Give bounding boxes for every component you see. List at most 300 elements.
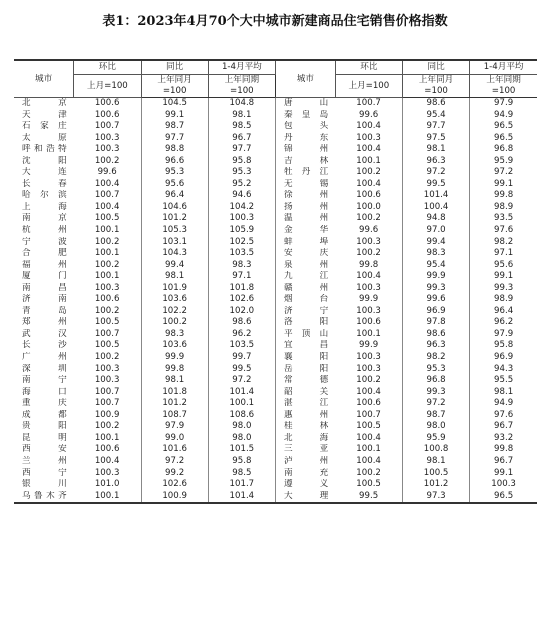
mom-value-right: 100.2 (335, 248, 402, 260)
avg-value-right: 96.9 (494, 352, 514, 363)
city-name-left: 贵阳 (22, 421, 68, 432)
avg-value-left: 95.8 (208, 456, 275, 468)
yoy-value-left: 98.3 (141, 329, 208, 341)
table-row (14, 213, 537, 225)
mom-value-right: 100.3 (335, 237, 402, 249)
city-name-left: 南昌 (22, 282, 68, 293)
mom-value-right: 99.5 (335, 491, 402, 504)
city-name-right: 湛江 (275, 398, 335, 410)
avg-value-right: 96.7 (494, 455, 514, 466)
avg-value-left: 99.7 (208, 352, 275, 364)
table-row (14, 306, 537, 318)
yoy-value-right: 95.4 (402, 110, 469, 122)
mom-value-right: 100.0 (335, 202, 402, 214)
yoy-value-left: 101.2 (141, 213, 208, 225)
city-name-right: 金华 (275, 225, 335, 237)
city-name-right: 唐山 (275, 98, 335, 110)
table-row (14, 387, 537, 399)
city-name-right: 蚌埠 (275, 237, 335, 249)
mom-value-left: 100.4 (74, 202, 141, 214)
avg-value-left: 102.5 (208, 237, 275, 249)
avg-value-right: 96.8 (494, 144, 514, 155)
avg-value-left: 98.5 (208, 121, 275, 133)
avg-value-left: 100.1 (208, 398, 275, 410)
city-name-right: 赣州 (275, 283, 335, 295)
table-row (14, 237, 537, 249)
yoy-value-right: 96.3 (402, 156, 469, 168)
mom-value-left: 100.3 (74, 375, 141, 387)
avg-value-right: 96.5 (494, 132, 514, 143)
table-row (14, 294, 537, 306)
avg-value-left: 94.6 (208, 190, 275, 202)
mom-value-left: 100.7 (74, 329, 141, 341)
city-name-left: 天津 (22, 109, 68, 120)
mom-value-left: 100.2 (74, 306, 141, 318)
mom-value-left: 100.4 (74, 456, 141, 468)
city-name-right: 丹东 (275, 133, 335, 145)
mom-value-right: 100.1 (335, 444, 402, 456)
table-row (14, 352, 537, 364)
city-name-left: 昆明 (22, 432, 68, 443)
avg-value-right: 97.9 (494, 328, 514, 339)
yoy-value-left: 104.6 (141, 202, 208, 214)
yoy-value-left: 95.6 (141, 179, 208, 191)
yoy-value-left: 99.2 (141, 468, 208, 480)
table-row (14, 479, 537, 491)
mom-value-right: 100.4 (335, 456, 402, 468)
table-header (14, 60, 537, 98)
table-row (14, 156, 537, 168)
table-row (14, 144, 537, 156)
city-name-left: 深圳 (22, 363, 68, 374)
city-name-right: 温州 (275, 213, 335, 225)
mom-value-right: 100.1 (335, 156, 402, 168)
yoy-value-left: 103.1 (141, 237, 208, 249)
mom-value-left: 100.4 (74, 179, 141, 191)
mom-value-left: 100.7 (74, 387, 141, 399)
city-name-right: 秦皇岛 (275, 110, 335, 122)
city-header-right: 城市 (275, 60, 335, 98)
avg-value-right: 96.5 (470, 491, 537, 504)
avg-value-right: 95.9 (494, 155, 514, 166)
avg-value-right: 100.3 (491, 479, 516, 490)
yoy-value-right: 97.7 (402, 121, 469, 133)
mom-value-left: 100.1 (74, 491, 141, 504)
mom-value-left: 100.5 (74, 317, 141, 329)
mom-value-right: 100.3 (335, 352, 402, 364)
avg-value-right: 98.2 (494, 236, 514, 247)
avg-value-right: 99.8 (494, 190, 514, 201)
avg-value-right: 94.9 (494, 109, 514, 120)
city-name-left: 福州 (22, 259, 68, 270)
yoy-value-left: 105.3 (141, 225, 208, 237)
mom-value-left: 100.6 (74, 294, 141, 306)
yoy-value-left: 103.6 (141, 294, 208, 306)
table-row (14, 202, 537, 214)
mom-value-right: 99.9 (335, 294, 402, 306)
city-name-right: 泸州 (275, 456, 335, 468)
table-row (14, 329, 537, 341)
yoy-value-right: 100.4 (402, 202, 469, 214)
mom-value-left: 101.0 (74, 479, 141, 491)
avg-value-left: 100.3 (208, 213, 275, 225)
avg-value-left: 101.4 (208, 387, 275, 399)
yoy-value-right: 100.8 (402, 444, 469, 456)
table-row (14, 98, 537, 110)
city-name-right: 吉林 (275, 156, 335, 168)
city-name-left: 海口 (22, 386, 68, 397)
table-row (14, 190, 537, 202)
city-name-left: 宁波 (22, 236, 68, 247)
city-name-left: 上海 (22, 201, 68, 212)
city-name-left: 南宁 (22, 375, 68, 386)
city-name-left: 银川 (22, 479, 68, 490)
mom-value-left: 100.1 (74, 225, 141, 237)
yoy-value-left: 98.1 (141, 375, 208, 387)
city-name-left: 西安 (22, 444, 68, 455)
mom-value-right: 100.7 (335, 410, 402, 422)
avg-value-right: 93.5 (494, 213, 514, 224)
yoy-value-right: 98.7 (402, 410, 469, 422)
avg-value-left: 104.8 (208, 98, 275, 110)
mom-value-right: 99.8 (335, 260, 402, 272)
mom-value-right: 100.6 (335, 317, 402, 329)
mom-header-left: 环比 (74, 60, 141, 75)
city-name-left: 杭州 (22, 225, 68, 236)
avg-value-right: 94.9 (494, 398, 514, 409)
avg-value-left: 104.2 (208, 202, 275, 214)
mom-value-right: 100.2 (335, 468, 402, 480)
avg-value-right: 98.1 (494, 386, 514, 397)
yoy-value-left: 98.7 (141, 121, 208, 133)
table-row (14, 433, 537, 445)
mom-value-right: 99.6 (335, 110, 402, 122)
mom-value-left: 100.3 (74, 133, 141, 145)
table-row (14, 110, 537, 122)
avg-value-right: 97.6 (494, 409, 514, 420)
mom-value-left: 100.1 (74, 271, 141, 283)
table-body (14, 98, 537, 504)
avg-value-left: 96.7 (208, 133, 275, 145)
mom-value-left: 100.7 (74, 121, 141, 133)
yoy-value-right: 94.8 (402, 213, 469, 225)
yoy-value-right: 97.8 (402, 317, 469, 329)
mom-value-left: 100.6 (74, 110, 141, 122)
mom-value-left: 100.5 (74, 340, 141, 352)
yoy-value-left: 99.1 (141, 110, 208, 122)
city-name-right: 洛阳 (275, 317, 335, 329)
city-name-left: 济南 (22, 294, 68, 305)
city-name-left: 南京 (22, 213, 68, 224)
city-name-left: 大连 (22, 167, 68, 178)
yoy-value-right: 99.5 (402, 179, 469, 191)
avg-sub1-right: 上年同期 (486, 75, 521, 85)
city-name-right: 襄阳 (275, 352, 335, 364)
city-name-left: 太原 (22, 132, 68, 143)
yoy-value-right: 99.3 (402, 283, 469, 295)
table-row (14, 283, 537, 295)
yoy-value-left: 101.8 (141, 387, 208, 399)
mom-value-left: 100.9 (74, 410, 141, 422)
city-name-left: 郑州 (22, 317, 68, 328)
city-name-left: 长沙 (22, 340, 68, 351)
yoy-value-left: 99.0 (141, 433, 208, 445)
mom-value-right: 100.4 (335, 271, 402, 283)
city-name-left: 呼和浩特 (22, 144, 68, 155)
avg-value-left: 102.0 (208, 306, 275, 318)
city-name-left: 石家庄 (22, 121, 68, 132)
avg-value-right: 95.8 (494, 340, 514, 351)
mom-value-left: 100.6 (74, 444, 141, 456)
avg-value-left: 97.2 (208, 375, 275, 387)
city-name-left: 沈阳 (22, 155, 68, 166)
avg-value-right: 98.9 (494, 201, 514, 212)
mom-value-right: 100.3 (335, 306, 402, 318)
mom-value-right: 100.1 (335, 329, 402, 341)
mom-value-right: 100.5 (335, 479, 402, 491)
mom-sub-right: 上月=100 (335, 75, 402, 98)
avg-value-left: 96.2 (208, 329, 275, 341)
yoy-value-right: 97.2 (402, 398, 469, 410)
mom-value-right: 100.7 (335, 98, 402, 110)
city-name-right: 韶关 (275, 387, 335, 399)
table-row (14, 271, 537, 283)
yoy-value-right: 97.0 (402, 225, 469, 237)
city-name-right: 三亚 (275, 444, 335, 456)
avg-value-left: 101.5 (208, 444, 275, 456)
yoy-value-left: 100.2 (141, 317, 208, 329)
city-name-right: 牡丹江 (275, 167, 335, 179)
yoy-value-right: 98.3 (402, 248, 469, 260)
city-name-right: 徐州 (275, 190, 335, 202)
city-name-right: 桂林 (275, 421, 335, 433)
city-name-right: 宜昌 (275, 340, 335, 352)
yoy-value-left: 97.2 (141, 456, 208, 468)
table-row (14, 421, 537, 433)
mom-value-left: 99.6 (74, 167, 141, 179)
avg-value-left: 101.7 (208, 479, 275, 491)
table-row (14, 456, 537, 468)
avg-value-right: 97.1 (494, 248, 514, 259)
avg-value-left: 98.0 (208, 433, 275, 445)
mom-sub-left: 上月=100 (74, 75, 141, 98)
mom-value-left: 100.2 (74, 237, 141, 249)
avg-value-left: 97.1 (208, 271, 275, 283)
yoy-value-right: 98.0 (402, 421, 469, 433)
yoy-sub1-right: 上年同月 (402, 75, 469, 87)
table-row (14, 491, 537, 504)
yoy-value-left: 97.9 (141, 421, 208, 433)
table-row (14, 248, 537, 260)
city-name-right: 安庆 (275, 248, 335, 260)
avg-value-left: 98.6 (208, 317, 275, 329)
city-name-left: 长春 (22, 178, 68, 189)
avg-value-left: 98.0 (208, 421, 275, 433)
avg-value-right: 93.2 (494, 432, 514, 443)
yoy-value-left: 99.9 (141, 352, 208, 364)
city-name-right: 南充 (275, 468, 335, 480)
yoy-value-right: 100.5 (402, 468, 469, 480)
yoy-value-right: 101.2 (402, 479, 469, 491)
table-row (14, 364, 537, 376)
yoy-value-right: 99.9 (402, 271, 469, 283)
avg-value-left: 95.3 (208, 167, 275, 179)
avg-value-right: 99.8 (494, 444, 514, 455)
mom-value-right: 99.9 (335, 340, 402, 352)
yoy-sub2-right: =100 (402, 86, 469, 98)
city-name-right: 泉州 (275, 260, 335, 272)
yoy-sub2-left: =100 (141, 86, 208, 98)
mom-value-right: 100.4 (335, 121, 402, 133)
city-name-right: 惠州 (275, 410, 335, 422)
yoy-value-right: 96.9 (402, 306, 469, 318)
yoy-value-left: 100.9 (141, 491, 208, 504)
city-name-right: 平顶山 (275, 329, 335, 341)
city-name-right: 济宁 (275, 306, 335, 318)
yoy-header-left: 同比 (141, 60, 208, 75)
mom-value-left: 100.6 (74, 98, 141, 110)
avg-value-left: 95.8 (208, 156, 275, 168)
avg-sub2-left: =100 (208, 86, 275, 98)
mom-value-right: 100.2 (335, 167, 402, 179)
table-row (14, 225, 537, 237)
table-title: 表1：2023年4月70个大中城市新建商品住宅销售价格指数 (102, 14, 448, 29)
table-row (14, 121, 537, 133)
avg-value-left: 105.9 (208, 225, 275, 237)
city-name-left: 哈尔滨 (22, 190, 68, 201)
yoy-value-left: 103.6 (141, 340, 208, 352)
mom-value-left: 100.3 (74, 468, 141, 480)
mom-value-left: 100.2 (74, 421, 141, 433)
city-name-left: 西宁 (22, 467, 68, 478)
table-row (14, 133, 537, 145)
yoy-header-right: 同比 (402, 60, 469, 75)
avg-value-right: 99.1 (494, 271, 514, 282)
city-name-left: 武汉 (22, 328, 68, 339)
mom-value-right: 100.3 (335, 133, 402, 145)
table-row (14, 179, 537, 191)
yoy-value-right: 95.3 (402, 364, 469, 376)
mom-value-right: 100.4 (335, 144, 402, 156)
city-name-left: 厦门 (22, 271, 68, 282)
avg-value-left: 102.6 (208, 294, 275, 306)
city-name-left: 北京 (22, 98, 68, 108)
table-row (14, 167, 537, 179)
avg-value-left: 98.1 (208, 110, 275, 122)
mom-value-right: 100.2 (335, 375, 402, 387)
avg-value-right: 96.2 (494, 317, 514, 328)
city-header-left: 城市 (14, 60, 74, 98)
yoy-value-right: 98.2 (402, 352, 469, 364)
yoy-value-left: 108.7 (141, 410, 208, 422)
price-index-table (14, 59, 537, 504)
yoy-value-left: 95.3 (141, 167, 208, 179)
avg-value-right: 96.7 (494, 421, 514, 432)
avg-value-right: 98.9 (494, 294, 514, 305)
mom-value-right: 100.3 (335, 283, 402, 295)
avg-value-left: 103.5 (208, 340, 275, 352)
yoy-value-right: 98.6 (402, 98, 469, 110)
city-name-right: 常德 (275, 375, 335, 387)
yoy-value-right: 98.1 (402, 456, 469, 468)
mom-value-left: 100.2 (74, 352, 141, 364)
city-name-right: 扬州 (275, 202, 335, 214)
table-row (14, 468, 537, 480)
avg-value-right: 99.1 (494, 467, 514, 478)
avg-value-left: 97.7 (208, 144, 275, 156)
avg-value-right: 94.3 (494, 363, 514, 374)
table-row (14, 375, 537, 387)
yoy-value-right: 96.8 (402, 375, 469, 387)
city-name-right: 大理 (275, 491, 335, 504)
yoy-value-left: 101.2 (141, 398, 208, 410)
yoy-value-right: 97.5 (402, 133, 469, 145)
yoy-sub1-left: 上年同月 (141, 75, 208, 87)
avg-sub2-right: =100 (470, 86, 537, 98)
mom-value-right: 100.6 (335, 190, 402, 202)
yoy-value-left: 99.8 (141, 364, 208, 376)
mom-value-right: 100.4 (335, 433, 402, 445)
avg-value-left: 98.3 (208, 260, 275, 272)
mom-value-left: 100.1 (74, 433, 141, 445)
avg-value-right: 96.5 (494, 121, 514, 132)
city-name-left: 青岛 (22, 305, 68, 316)
avg-header-left: 1-4月平均 (208, 60, 275, 75)
avg-header-right: 1-4月平均 (470, 60, 537, 75)
yoy-value-left: 98.8 (141, 144, 208, 156)
avg-value-right: 99.1 (494, 178, 514, 189)
city-name-right: 无锡 (275, 179, 335, 191)
avg-value-right: 97.6 (494, 225, 514, 236)
mom-value-right: 100.5 (335, 421, 402, 433)
avg-value-right: 97.9 (494, 98, 514, 108)
mom-value-right: 99.6 (335, 225, 402, 237)
avg-value-right: 97.2 (494, 167, 514, 178)
yoy-value-right: 96.3 (402, 340, 469, 352)
yoy-value-right: 97.2 (402, 167, 469, 179)
avg-value-left: 101.4 (208, 491, 275, 504)
yoy-value-left: 101.9 (141, 283, 208, 295)
mom-header-right: 环比 (335, 60, 402, 75)
avg-value-right: 95.5 (494, 375, 514, 386)
yoy-value-right: 95.4 (402, 260, 469, 272)
mom-value-left: 100.7 (74, 190, 141, 202)
table-row (14, 398, 537, 410)
city-name-right: 烟台 (275, 294, 335, 306)
yoy-value-left: 96.6 (141, 156, 208, 168)
yoy-value-left: 102.2 (141, 306, 208, 318)
avg-value-right: 99.3 (494, 282, 514, 293)
table-row (14, 317, 537, 329)
mom-value-left: 100.2 (74, 260, 141, 272)
yoy-value-right: 101.4 (402, 190, 469, 202)
yoy-value-left: 99.4 (141, 260, 208, 272)
table-row (14, 444, 537, 456)
mom-value-left: 100.7 (74, 398, 141, 410)
avg-value-right: 96.4 (494, 305, 514, 316)
avg-value-left: 98.5 (208, 468, 275, 480)
table-row (14, 260, 537, 272)
avg-value-left: 99.5 (208, 364, 275, 376)
avg-sub1-left: 上年同期 (208, 75, 275, 87)
yoy-value-right: 95.9 (402, 433, 469, 445)
mom-value-right: 100.6 (335, 398, 402, 410)
yoy-value-right: 98.6 (402, 329, 469, 341)
avg-value-left: 108.6 (208, 410, 275, 422)
yoy-value-left: 98.1 (141, 271, 208, 283)
city-name-right: 北海 (275, 433, 335, 445)
mom-value-left: 100.3 (74, 364, 141, 376)
